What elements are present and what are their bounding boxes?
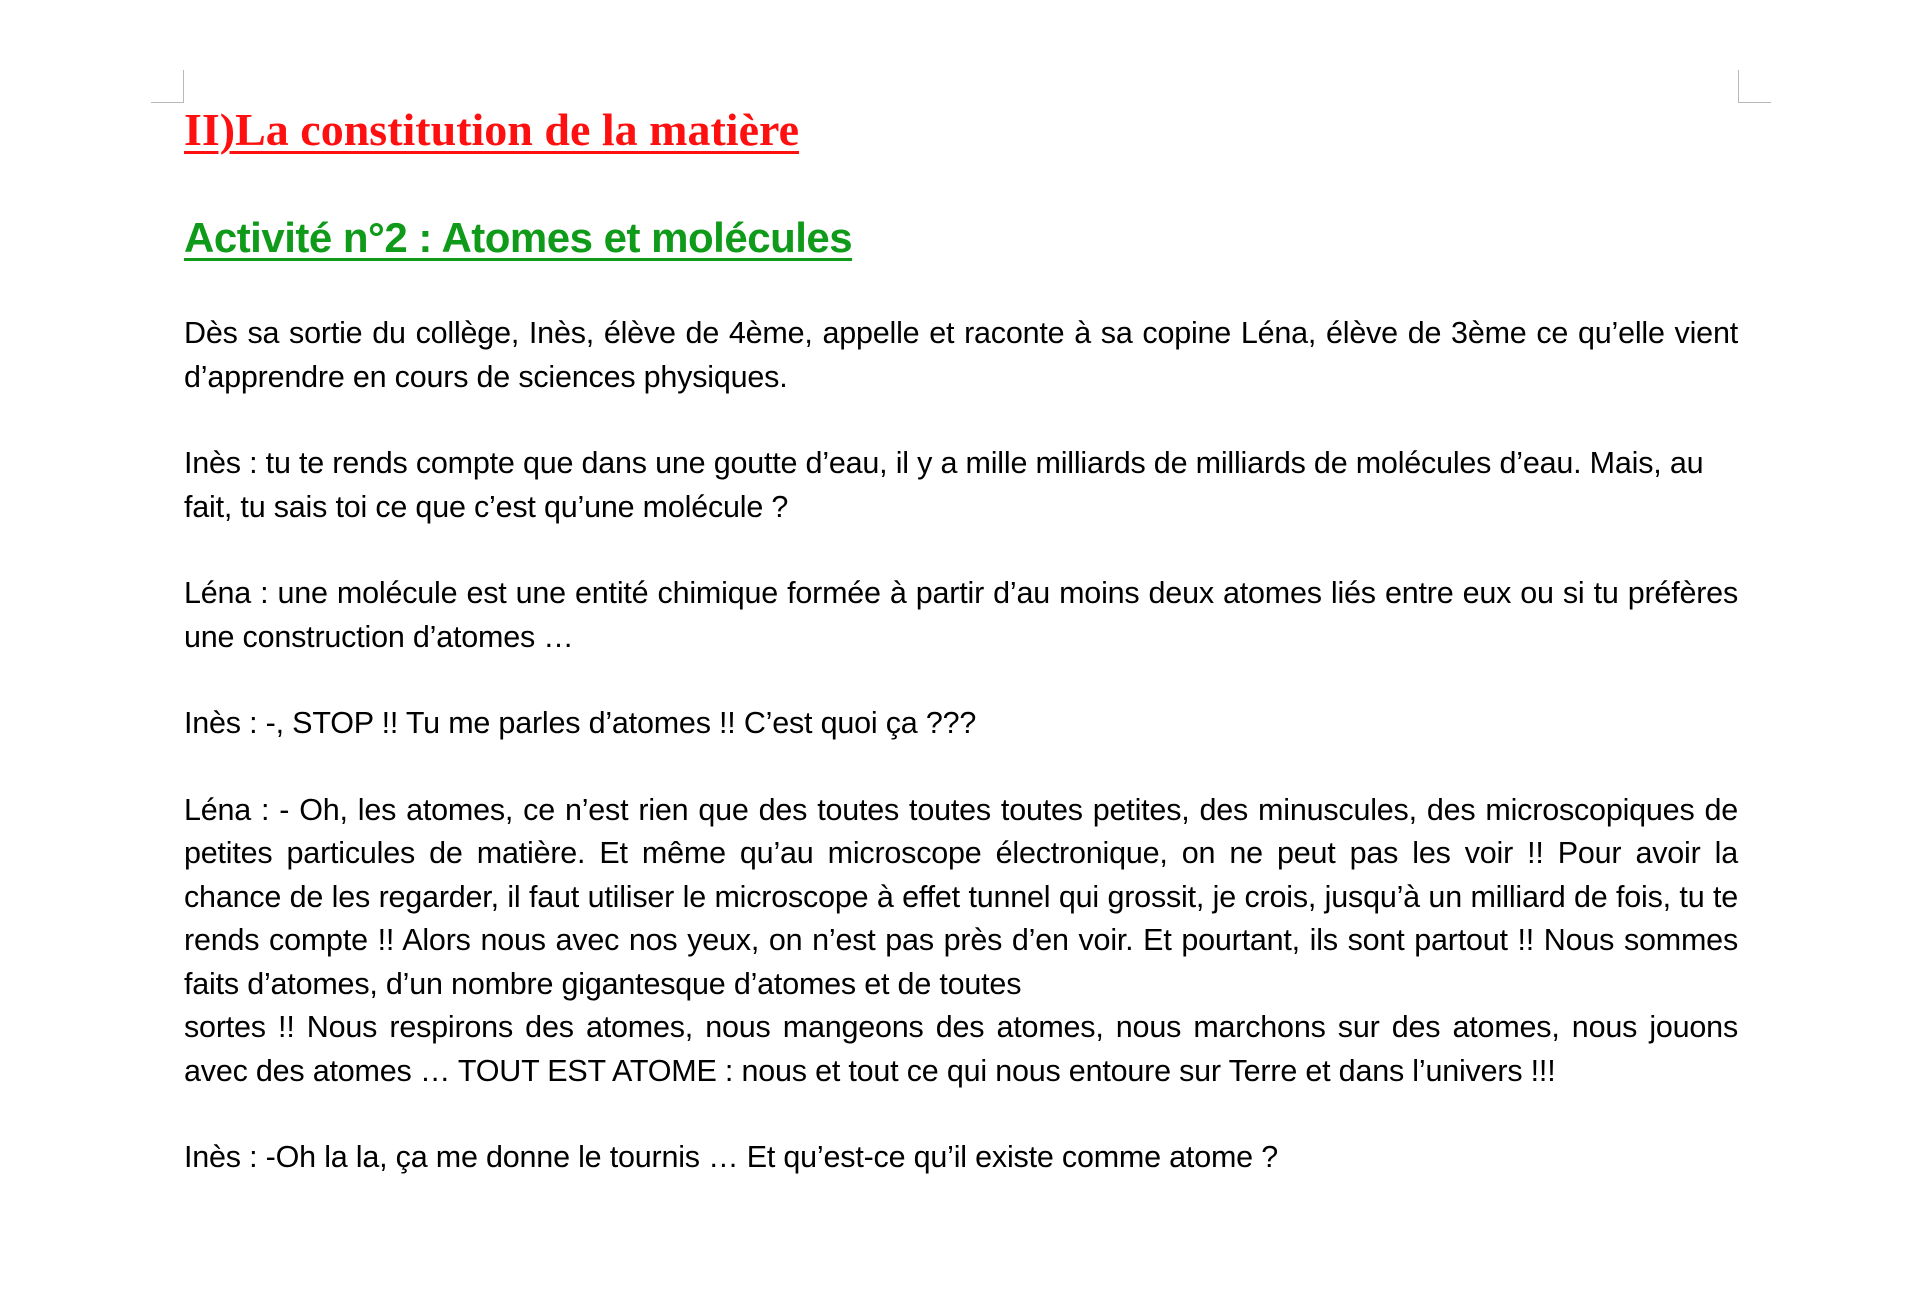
paragraph-intro: Dès sa sortie du collège, Inès, élève de 4ème, appelle et raconte à sa copine Léna, élève de 3ème ce qu’elle vient d’apprendre en cours de sciences physiques. xyxy=(184,316,1738,394)
activity-heading: Activité n°2 : Atomes et molécules xyxy=(184,214,853,261)
paragraph-lena-1: Léna : une molécule est une entité chimique formée à partir d’au moins deux atomes liés entre eux ou si tu préfères une construction d’atomes … xyxy=(184,576,1738,654)
paragraph-ines-2: Inès : -, STOP !! Tu me parles d’atomes !! C’est quoi ça ??? xyxy=(184,706,977,740)
section-heading: II)La constitution de la matière xyxy=(184,104,800,155)
paragraph-lena-2: Léna : - Oh, les atomes, ce n’est rien que des toutes toutes toutes petites, des minuscules, des microscopiques de petites particules de matière. Et même qu’au microscope électronique, on ne peut pas les voir !! Pour avoir la chance de les regarder, il faut utiliser le microscope à effet tunnel qui grossit, je crois, jusqu’à un milliard de fois, tu te rends compte !! Alors nous avec nos yeux, on n’est pas près d’en voir. Et pourtant, ils sont partout !! Nous sommes faits d’atomes, d’un nombre gigantesque d’atomes et de toutes xyxy=(184,792,1738,1001)
paragraph-ines-3: Inès : -Oh la la, ça me donne le tournis … Et qu’est-ce qu’il existe comme atome ? xyxy=(184,1140,1278,1174)
paragraph-ines-1: Inès : tu te rends compte que dans une goutte d’eau, il y a mille milliards de milliards de molécules d’eau. Mais, au fait, tu sais toi ce que c’est qu’une molécule ? xyxy=(184,446,1704,524)
margin-corner-mark-top-left xyxy=(151,70,184,103)
document-body xyxy=(184,98,1738,1180)
margin-corner-mark-top-right xyxy=(1738,70,1771,103)
paragraph-lena-2-continued: sortes !! Nous respirons des atomes, nous mangeons des atomes, nous marchons sur des atomes, nous jouons avec des atomes … TOUT EST ATOME : nous et tout ce qui nous entoure sur Terre et dans l’univers !!! xyxy=(184,1010,1738,1088)
